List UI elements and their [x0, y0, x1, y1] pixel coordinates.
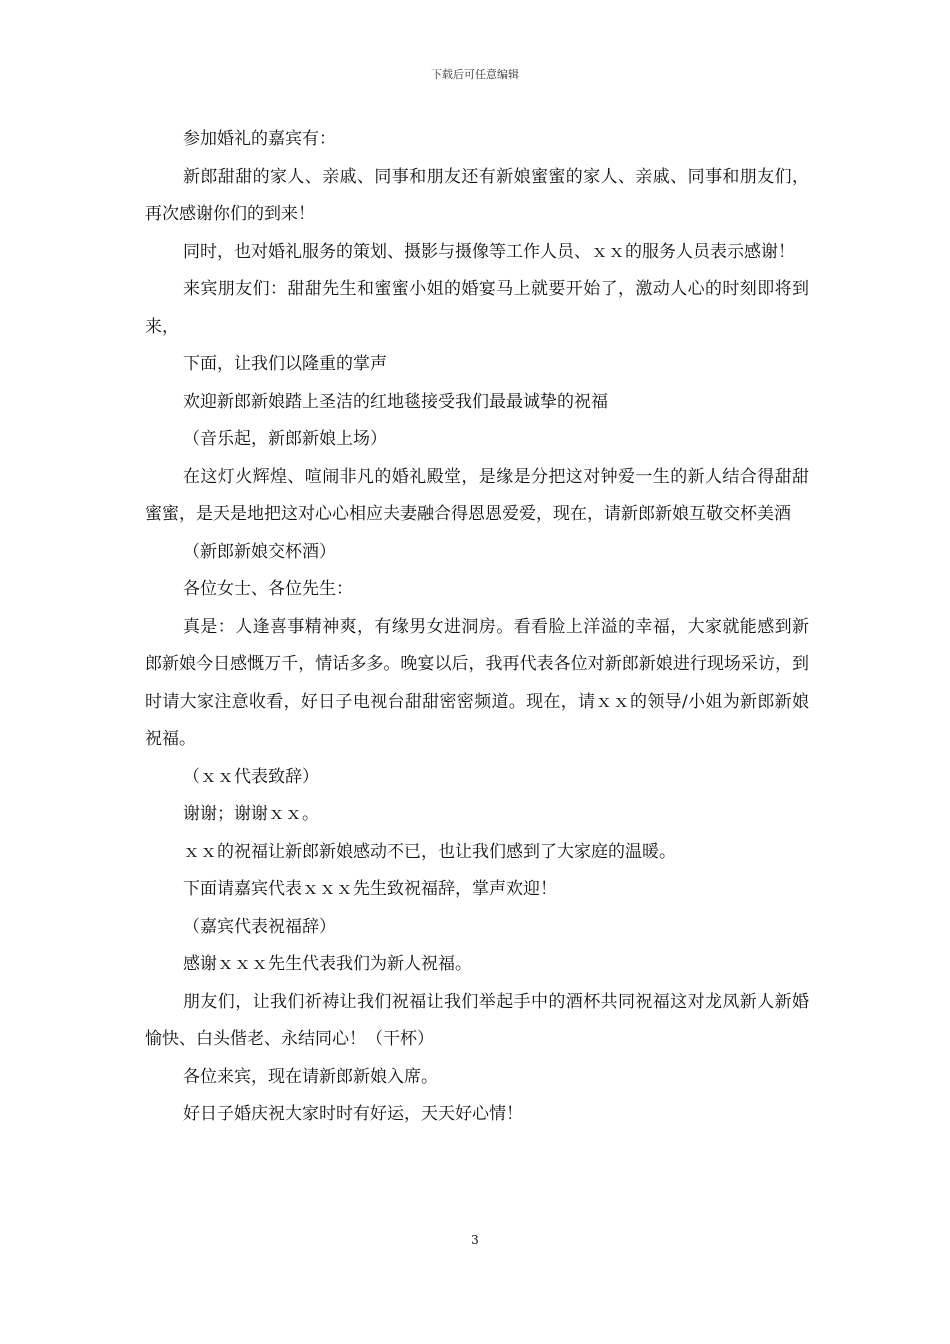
- paragraph-closing-wishes: 好日子婚庆祝大家时时有好运，天天好心情！: [183, 1104, 523, 1124]
- paragraph-welcome-couple: 欢迎新郎新娘踏上圣洁的红地毯接受我们最最诚挚的祝福: [183, 391, 608, 412]
- paragraph-stage-music: （音乐起，新郎新娘上场）: [183, 429, 387, 449]
- paragraph-ladies-gentlemen: 各位女士、各位先生：: [183, 579, 353, 599]
- paragraph-banquet-start: 来宾朋友们：甜甜先生和蜜蜜小姐的婚宴马上就要开始了，激动人心的时刻即将到来，: [145, 279, 809, 337]
- document-body: [145, 121, 809, 1134]
- paragraph-happy-occasion: 真是：人逢喜事精神爽，有缘男女进洞房。看看脸上洋溢的幸福，大家就能感到新郎新娘今日感慨万千，情话多多。晚宴以后，我再代表各位对新郎新娘进行现场采访，到时请大家注意收看，好日子电视台甜甜密密频道。现在，请ｘｘ的领导/小姐为新郎新娘祝福。: [145, 616, 809, 749]
- paragraph-wedding-hall: 在这灯火辉煌、喧闹非凡的婚礼殿堂，是缘是分把这对钟爱一生的新人结合得甜甜蜜蜜，是天是地把这对心心相应夫妻融合得恩恩爱爱，现在，请新郎新娘互敬交杯美酒: [145, 466, 809, 524]
- paragraph-blessing-moved: ｘｘ的祝福让新郎新娘感动不已，也让我们感到了大家庭的温暖。: [183, 841, 676, 862]
- paragraph-stage-guest-speech: （嘉宾代表祝福辞）: [183, 916, 336, 937]
- page-header: 下载后可任意编辑: [431, 68, 519, 81]
- paragraph-guests-intro: 参加婚礼的嘉宾有：: [183, 129, 336, 149]
- paragraph-toast: 朋友们，让我们祈祷让我们祝福让我们举起手中的酒杯共同祝福这对龙凤新人新婚愉快、白头偕老、永结同心！（干杯）: [145, 991, 809, 1049]
- paragraph-stage-toast: （新郎新娘交杯酒）: [183, 541, 336, 562]
- paragraph-stage-speech: （ｘｘ代表致辞）: [183, 766, 319, 787]
- paragraph-thanks-families: 新郎甜甜的家人、亲戚、同事和朋友还有新娘蜜蜜的家人、亲戚、同事和朋友们，再次感谢你们的到来！: [145, 166, 809, 224]
- paragraph-be-seated: 各位来宾，现在请新郎新娘入席。: [183, 1066, 438, 1087]
- paragraph-applause: 下面，让我们以隆重的掌声: [183, 354, 387, 374]
- paragraph-thanks-staff: 同时，也对婚礼服务的策划、摄影与摄像等工作人员、ｘｘ的服务人员表示感谢！: [183, 241, 795, 262]
- paragraph-guest-speech-invite: 下面请嘉宾代表ｘｘｘ先生致祝福辞，掌声欢迎！: [183, 879, 557, 899]
- paragraph-thank-you: 谢谢；谢谢ｘｘ。: [183, 804, 319, 824]
- paragraph-thanks-guest: 感谢ｘｘｘ先生代表我们为新人祝福。: [183, 954, 472, 974]
- page-number: 3: [471, 1233, 479, 1247]
